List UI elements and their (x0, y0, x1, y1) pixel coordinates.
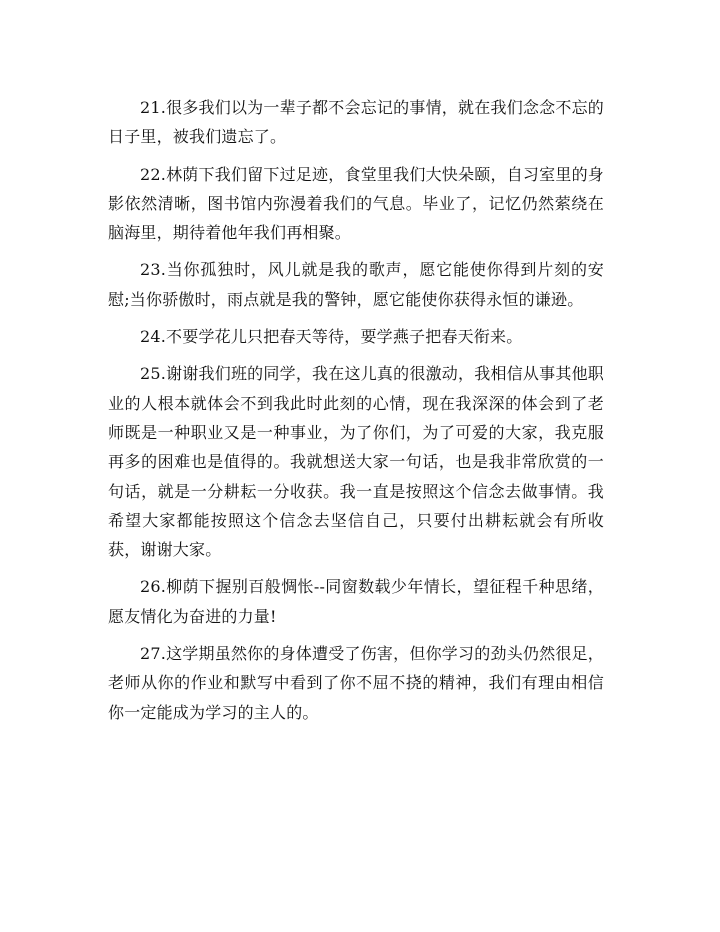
document-page (108, 93, 604, 735)
paragraph-22: 22.林荫下我们留下过足迹，食堂里我们大快朵颐，自习室里的身影依然清晰，图书馆内弥漫着我们的气息。毕业了，记忆仍然萦绕在脑海里，期待着他年我们再相聚。 (108, 164, 604, 243)
paragraph-23: 23.当你孤独时，风儿就是我的歌声，愿它能使你得到片刻的安慰;当你骄傲时，雨点就是我的警钟，愿它能使你获得永恒的谦逊。 (108, 260, 604, 309)
paragraph-27: 27.这学期虽然你的身体遭受了伤害，但你学习的劲头仍然很足，老师从你的作业和默写中看到了你不屈不挠的精神，我们有理由相信你一定能成为学习的主人的。 (108, 644, 604, 722)
paragraph-25: 25.谢谢我们班的同学，我在这儿真的很激动，我相信从事其他职业的人根本就体会不到我此时此刻的心情，现在我深深的体会到了老师既是一种职业又是一种事业，为了你们，为了可爱的大家，我克服再多的困难也是值得的。我就想送大家一句话，也是我非常欣赏的一句话，就是一分耕耘一分收获。我一直是按照这个信念去做事情。我希望大家都能按照这个信念去坚信自己，只要付出耕耘就会有所收获，谢谢大家。 (108, 364, 604, 560)
paragraph-26: 26.柳荫下握别百般惆怅--同窗数载少年情长，望征程千种思绪，愿友情化为奋进的力量! (108, 577, 604, 626)
paragraph-21: 21.很多我们以为一辈子都不会忘记的事情，就在我们念念不忘的日子里，被我们遗忘了。 (108, 98, 604, 147)
paragraph-24: 24.不要学花儿只把春天等待，要学燕子把春天衔来。 (140, 327, 523, 347)
